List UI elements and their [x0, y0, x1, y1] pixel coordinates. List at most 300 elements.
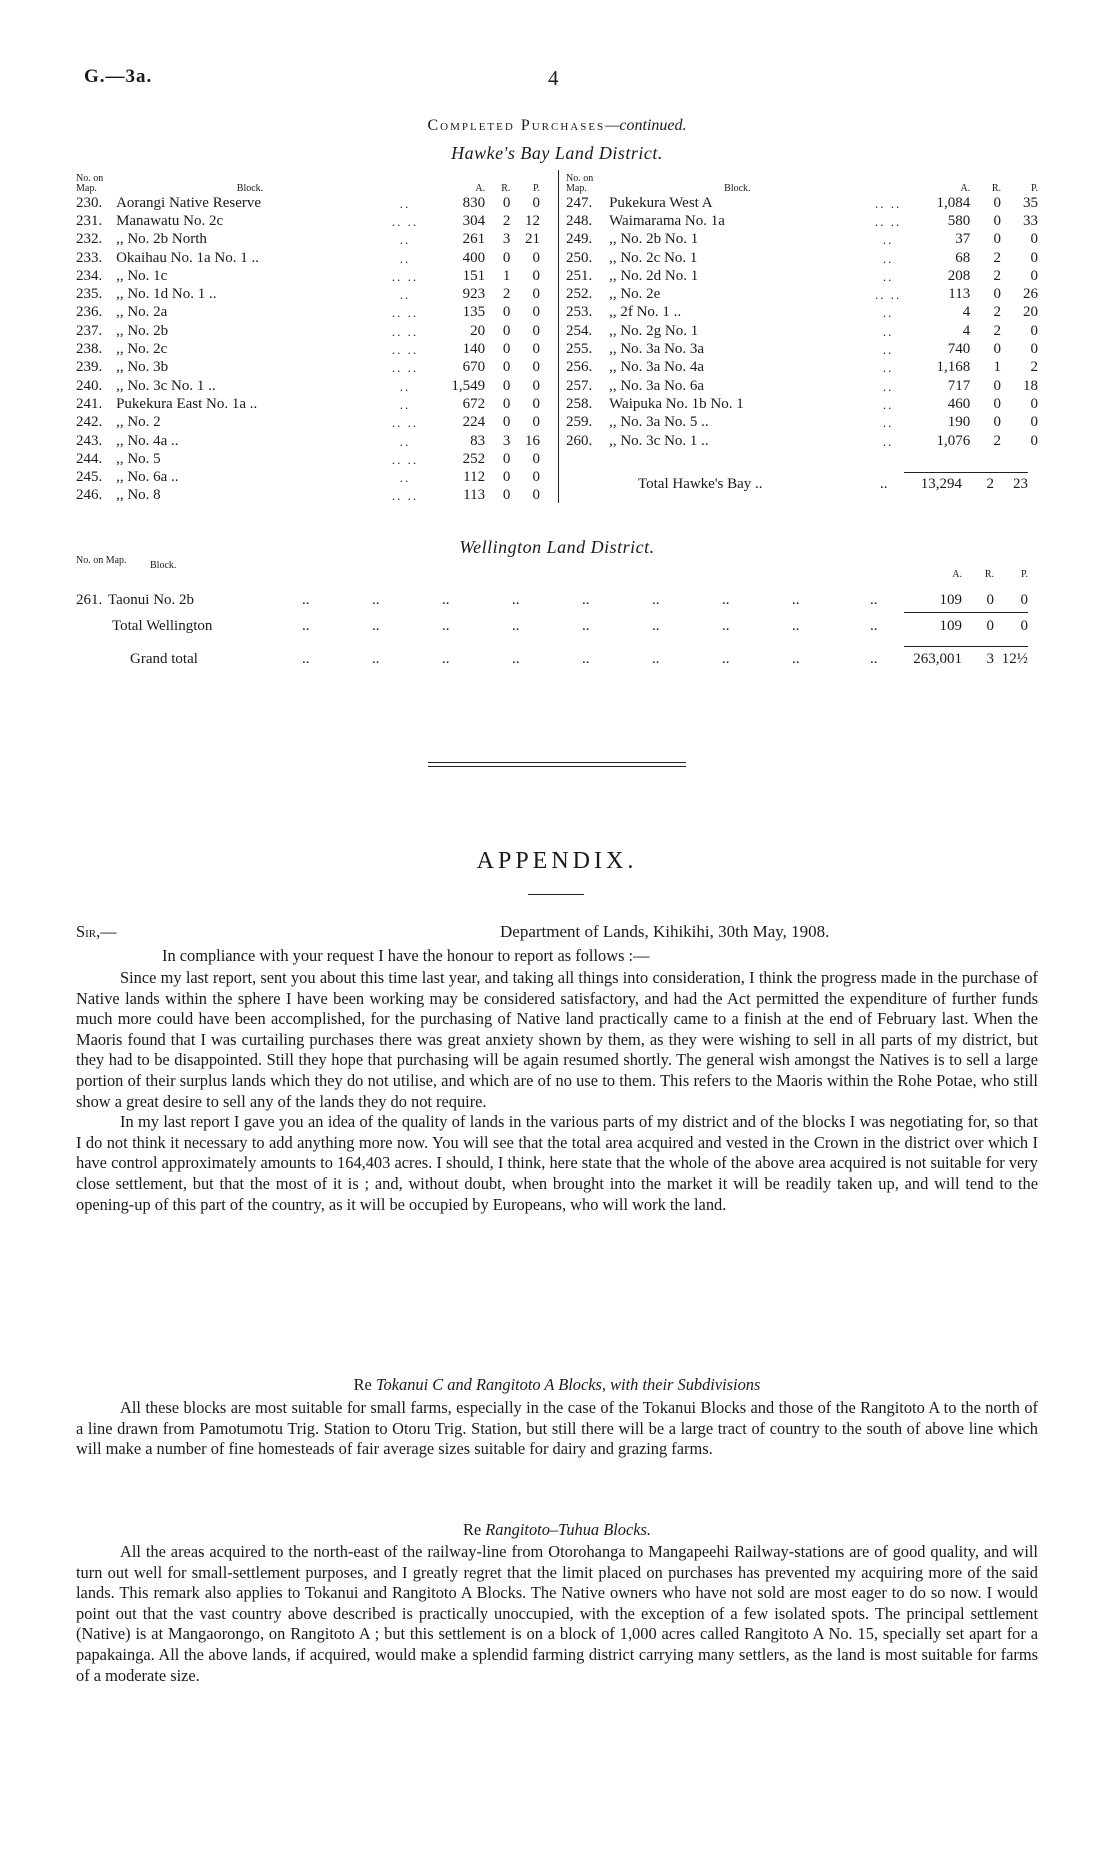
roods: 0	[993, 414, 1002, 431]
perches: 2	[1030, 359, 1038, 376]
leader-dots: ..	[399, 232, 411, 248]
leader-dots: ..	[870, 618, 878, 634]
paragraph: In my last report I gave you an idea of the quality of lands in the various parts of my district and of the blocks I was negotiating for, so that I do not think it necessary to add anything more now. You will see that the total area acquired and vested in the Crown in the district over which I have control approximately amounts to 164,403 acres. I should, I think, here state that the whole of the above area acquired is not suitable for very close settlement, but that the most of it is ; and, without doubt, when brought into the market it will be readily taken up, and will tend to the opening-up of this part of the country, as it will be occupied by Europeans, who will work the land.	[76, 1112, 1038, 1214]
roods: 0	[502, 341, 511, 358]
table-row	[76, 468, 540, 486]
perches: 35	[1023, 194, 1038, 211]
leader-dots: ..	[792, 592, 800, 608]
acres: 37	[955, 231, 971, 248]
leader-dots: ..	[882, 342, 894, 358]
roods: 0	[502, 194, 511, 211]
table-row	[76, 377, 540, 395]
perches: 0	[1020, 618, 1028, 634]
map-number: 255.	[566, 341, 593, 358]
acres: 224	[462, 414, 486, 431]
leader-dots: ..	[302, 618, 310, 634]
acres: 261	[462, 231, 486, 248]
perches: 0	[532, 267, 540, 284]
hawkes-bay-table-left	[76, 170, 540, 505]
acres: 580	[947, 212, 971, 229]
leader-dots: ..	[399, 195, 411, 211]
leader-dots: ..	[512, 592, 520, 608]
acres: 68	[955, 249, 971, 266]
roods: 2	[993, 267, 1002, 284]
leader-dots: ..	[512, 651, 520, 667]
block-name: Waimarama No. 1a	[609, 212, 725, 229]
hawkes-bay-table-right	[566, 170, 1038, 450]
table-row	[566, 322, 1038, 340]
block-name: ,, No. 2	[116, 414, 161, 431]
roods: 0	[502, 304, 511, 321]
map-number: 251.	[566, 267, 593, 284]
roods: 0	[993, 231, 1002, 248]
col-block-header: Block.	[236, 183, 264, 194]
map-number: 254.	[566, 322, 593, 339]
wellington-col-perches-header: P.	[1021, 569, 1028, 580]
table-row	[76, 322, 540, 340]
map-number: 233.	[76, 249, 103, 266]
leader-dots: .. ..	[391, 323, 419, 339]
acres: 717	[947, 377, 971, 394]
leader-dots: .. ..	[391, 488, 419, 504]
wellington-total-rule	[904, 612, 1028, 613]
col-acres-header: A.	[475, 183, 486, 194]
column-divider	[558, 170, 559, 503]
map-number: 261.	[76, 592, 103, 608]
leader-dots: .. ..	[875, 287, 902, 303]
map-number: 231.	[76, 212, 103, 229]
table-row	[76, 359, 540, 377]
leader-dots: .. ..	[391, 305, 419, 321]
table-row	[76, 304, 540, 322]
leader-dots: .. ..	[875, 213, 902, 229]
leader-dots: ..	[882, 378, 894, 394]
total-hawkes-bay-perches: 23	[1013, 476, 1028, 492]
leader-dots: ..	[582, 618, 590, 634]
map-number: 235.	[76, 286, 103, 303]
block-name: ,, No. 2e	[609, 286, 661, 303]
perches: 0	[1030, 322, 1038, 339]
acres: 923	[462, 286, 486, 303]
col-perches-header: P.	[1031, 183, 1038, 194]
leader-dots: ..	[652, 618, 660, 634]
appendix-body-2	[76, 1398, 1038, 1460]
block-name: ,, No. 1d No. 1 ..	[116, 286, 217, 303]
heading-italic: Rangitoto–Tuhua Blocks.	[485, 1520, 652, 1539]
appendix-title: APPENDIX.	[476, 848, 638, 874]
block-name: ,, No. 4a ..	[116, 432, 179, 449]
perches: 0	[1030, 414, 1038, 431]
leader-dots: ..	[792, 651, 800, 667]
roods: 1	[502, 267, 511, 284]
leader-dots: ..	[882, 250, 894, 266]
acres: 113	[948, 286, 971, 303]
leader-dots: ..	[442, 592, 450, 608]
roods: 0	[502, 249, 511, 266]
leader-dots: ..	[722, 618, 730, 634]
wellington-col-no-header: No. on Map.	[76, 555, 127, 566]
acres: 1,084	[936, 194, 971, 211]
block-name: ,, No. 6a ..	[116, 469, 179, 486]
table-row	[76, 414, 540, 432]
perches: 0	[1030, 432, 1038, 449]
roods: 0	[502, 359, 511, 376]
salutation: Sir,—	[76, 922, 117, 941]
map-number: 243.	[76, 432, 103, 449]
perches: 0	[532, 286, 540, 303]
table-row	[76, 450, 540, 468]
acres: 83	[470, 432, 486, 449]
map-number: 253.	[566, 304, 593, 321]
acres: 672	[462, 395, 486, 412]
block-name: ,, No. 3a No. 4a	[609, 359, 705, 376]
total-hawkes-bay-label: Total Hawke's Bay ..	[638, 476, 763, 492]
perches: 0	[532, 450, 540, 467]
table-row	[76, 194, 540, 212]
leader-dots: .. ..	[391, 268, 419, 284]
leader-dots: .. ..	[875, 195, 902, 211]
perches: 16	[525, 432, 540, 449]
map-number: 236.	[76, 304, 103, 321]
map-number: 244.	[76, 450, 103, 467]
block-name: Waipuka No. 1b No. 1	[609, 395, 744, 412]
perches: 20	[1023, 304, 1038, 321]
leader-dots: ..	[442, 651, 450, 667]
block-name: Aorangi Native Reserve	[116, 194, 262, 211]
table-row	[566, 377, 1038, 395]
leader-dots: .. ..	[391, 213, 419, 229]
roods: 2	[993, 322, 1002, 339]
map-number: 241.	[76, 395, 103, 412]
leader-dots: ..	[399, 396, 411, 412]
perches: 21	[525, 231, 540, 248]
roods: 2	[993, 249, 1002, 266]
leader-dots: ..	[882, 268, 894, 284]
table-row	[76, 212, 540, 230]
map-number: 240.	[76, 377, 103, 394]
section-title-suffix: —continued.	[605, 117, 687, 134]
hawkes-bay-district-heading: Hawke's Bay Land District.	[451, 143, 663, 163]
roods: 0	[986, 592, 994, 608]
table-row	[566, 267, 1038, 285]
leader-dots: ..	[399, 250, 411, 266]
perches: 0	[532, 322, 540, 339]
separator-rule-bottom	[428, 766, 686, 767]
block-name: ,, No. 5	[116, 450, 161, 467]
table-row	[566, 194, 1038, 212]
roods: 0	[993, 194, 1002, 211]
map-number: 238.	[76, 341, 103, 358]
leader-dots: ..	[882, 305, 894, 321]
acres: 4	[962, 304, 971, 321]
block-name: Pukekura West A	[609, 194, 713, 211]
perches: 0	[532, 395, 540, 412]
acres: 252	[462, 450, 486, 467]
acres: 4	[962, 322, 971, 339]
leader-dots: .. ..	[391, 451, 419, 467]
row-label: Grand total	[130, 651, 198, 667]
roods: 0	[502, 395, 511, 412]
perches: 0	[1020, 592, 1028, 608]
paragraph: Since my last report, sent you about this time last year, and taking all things into consideration, I think the progress made in the purchase of Native lands within the sphere I have been working may be considered satisfactory, and had the Act permitted the expenditure of further funds much more could have been accomplished, for the purchasing of Native land practically came to a finish at the end of February last. When the Maoris found that I was curtailing purchases there was great anxiety shown by them, as they were wishing to sell in all parts of my district, but they had to be disappointed. Still they hope that purchasing will be again resumed shortly. The general wish amongst the Natives is to sell a large portion of their surplus lands which they do not utilise, and which are of no use to them. This refers to the Maoris within the Rohe Potae, who still show a great desire to sell any of the lands they do not require.	[76, 968, 1038, 1111]
roods: 0	[993, 286, 1002, 303]
acres: 740	[947, 341, 971, 358]
leader-dots: ..	[652, 651, 660, 667]
perches: 0	[1030, 395, 1038, 412]
block-name: ,, No. 2c No. 1	[609, 249, 698, 266]
grand-total-rule	[904, 646, 1028, 647]
table-header-row	[566, 170, 1038, 194]
map-number: 260.	[566, 432, 593, 449]
map-number: 248.	[566, 212, 593, 229]
roods: 2	[502, 286, 511, 303]
roods: 3	[986, 651, 994, 667]
table-row	[566, 340, 1038, 358]
map-number: 242.	[76, 414, 103, 431]
block-name: ,, No. 2g No. 1	[609, 322, 699, 339]
total-hawkes-bay-roods: 2	[986, 476, 994, 492]
block-name: ,, No. 8	[116, 487, 161, 504]
table-row	[76, 395, 540, 413]
wellington-col-acres-header: A.	[952, 569, 962, 580]
wellington-district-heading: Wellington Land District.	[459, 537, 655, 557]
perches: 12½	[1001, 651, 1028, 667]
acres: 113	[463, 487, 486, 504]
block-name: Manawatu No. 2c	[116, 212, 224, 229]
roods: 2	[993, 432, 1002, 449]
rangitoto-tuhua-section-heading	[0, 1520, 1114, 1540]
map-number: 247.	[566, 194, 593, 211]
leader-dots: ..	[882, 232, 894, 248]
leader-dots: ..	[722, 651, 730, 667]
wellington-col-block-header: Block.	[150, 560, 177, 571]
perches: 0	[532, 469, 540, 486]
block-name: ,, No. 2d No. 1	[609, 267, 699, 284]
acres: 304	[462, 212, 486, 229]
leader-dots: ..	[582, 592, 590, 608]
roods: 0	[502, 377, 511, 394]
perches: 0	[1030, 249, 1038, 266]
acres: 190	[947, 414, 971, 431]
map-number: 258.	[566, 395, 593, 412]
tokanui-section-heading	[0, 1375, 1114, 1395]
map-number: 234.	[76, 267, 103, 284]
table-row	[566, 285, 1038, 303]
block-name: ,, No. 2b	[116, 322, 169, 339]
leader-dots: ..	[399, 433, 411, 449]
leader-dots: ..	[372, 618, 380, 634]
roods: 0	[502, 450, 511, 467]
perches: 0	[532, 359, 540, 376]
heading-prefix: Re	[353, 1375, 376, 1394]
map-number: 252.	[566, 286, 593, 303]
map-number: 245.	[76, 469, 103, 486]
perches: 33	[1023, 212, 1038, 229]
roods: 0	[993, 395, 1002, 412]
page-number: 4	[548, 66, 559, 90]
roods: 3	[502, 432, 511, 449]
col-no-header: No. on Map.	[566, 173, 594, 194]
perches: 0	[532, 341, 540, 358]
acres: 263,001	[913, 651, 962, 667]
roods: 0	[502, 487, 511, 504]
roods: 1	[993, 359, 1002, 376]
leader-dots: .. ..	[391, 342, 419, 358]
map-number: 250.	[566, 249, 593, 266]
leader-dots: ..	[302, 651, 310, 667]
leader-dots: ..	[792, 618, 800, 634]
leader-dots: ..	[882, 323, 894, 339]
leader-dots: ..	[582, 651, 590, 667]
table-row	[76, 267, 540, 285]
document-code: G.—3a.	[84, 66, 153, 87]
acres: 140	[462, 341, 486, 358]
leader-dots: ..	[882, 360, 894, 376]
leader-dots: ..	[882, 396, 894, 412]
table-row	[76, 285, 540, 303]
separator-rule-top	[428, 762, 686, 763]
roods: 0	[993, 377, 1002, 394]
table-row	[566, 249, 1038, 267]
acres: 670	[462, 359, 486, 376]
roods: 0	[986, 618, 994, 634]
acres: 830	[462, 194, 486, 211]
leader-dots: ..	[399, 287, 411, 303]
table-row	[566, 212, 1038, 230]
perches: 0	[532, 487, 540, 504]
col-acres-header: A.	[960, 183, 971, 194]
roods: 0	[502, 322, 511, 339]
roods: 0	[502, 414, 511, 431]
acres: 151	[462, 267, 486, 284]
intro-line: In compliance with your request I have the honour to report as follows :—	[162, 946, 650, 965]
paragraph: All the areas acquired to the north-east of the railway-line from Otorohanga to Mangapeehi Railway-stations are of good quality, and will turn out well for small-settlement purposes, and I greatly regret that the limit placed on purchases has prevented my acquiring more of the said lands. This remark also applies to Tokanui and Rangitoto A Blocks. The Native owners who have not sold are most eager to do so now. I would point out that the vast country above described is practically unoccupied, with the exception of a few isolated spots. The principal settlement (Native) is at Mangaorongo, on Rangitoto A ; but this settlement is on a block of 1,000 acres called Rangitoto A No. 15, specially set apart for a papakainga. All the above lands, if acquired, would make a splendid farming district carrying many settlers, as the land is most suitable for farms of a moderate size.	[76, 1542, 1038, 1685]
acres: 1,549	[451, 377, 486, 394]
appendix-title-rule	[528, 894, 584, 895]
leader-dots: .. ..	[391, 415, 419, 431]
table-row	[566, 395, 1038, 413]
appendix-body-3	[76, 1542, 1038, 1686]
table-row	[566, 432, 1038, 450]
leader-dots: .. ..	[391, 360, 419, 376]
perches: 0	[1030, 231, 1038, 248]
table-row	[566, 359, 1038, 377]
col-no-header: No. on Map.	[76, 173, 104, 194]
block-name: ,, No. 2c	[116, 341, 168, 358]
block-name: ,, No. 3a No. 3a	[609, 341, 705, 358]
total-hawkes-bay-dots: ..	[880, 476, 888, 492]
block-name: ,, No. 2b North	[116, 231, 207, 248]
perches: 0	[1030, 341, 1038, 358]
table-row	[566, 304, 1038, 322]
block-name: ,, No. 3a No. 5 ..	[609, 414, 709, 431]
perches: 12	[525, 212, 540, 229]
block-name: ,, No. 3b	[116, 359, 169, 376]
section-title	[0, 117, 1114, 135]
row-label: Taonui No. 2b	[108, 592, 195, 608]
acres: 400	[462, 249, 486, 266]
heading-prefix: Re	[462, 1520, 486, 1539]
perches: 0	[532, 249, 540, 266]
leader-dots: ..	[442, 618, 450, 634]
col-roods-header: R.	[991, 183, 1002, 194]
roods: 3	[502, 231, 511, 248]
perches: 0	[1030, 267, 1038, 284]
leader-dots: ..	[512, 618, 520, 634]
roods: 2	[993, 304, 1002, 321]
leader-dots: ..	[372, 592, 380, 608]
leader-dots: ..	[399, 378, 411, 394]
section-title-main: Completed Purchases	[427, 117, 606, 134]
acres: 109	[939, 592, 962, 608]
leader-dots: ..	[372, 651, 380, 667]
leader-dots: ..	[882, 415, 894, 431]
map-number: 232.	[76, 231, 103, 248]
leader-dots: ..	[870, 651, 878, 667]
perches: 18	[1023, 377, 1038, 394]
acres: 112	[463, 469, 486, 486]
map-number: 256.	[566, 359, 593, 376]
perches: 0	[532, 377, 540, 394]
total-rule	[904, 472, 1028, 473]
acres: 460	[947, 395, 971, 412]
block-name: ,, No. 3c No. 1 ..	[609, 432, 709, 449]
dateline: Department of Lands, Kihikihi, 30th May, 1908.	[500, 922, 830, 941]
leader-dots: ..	[882, 433, 894, 449]
block-name: ,, No. 3a No. 6a	[609, 377, 705, 394]
table-row	[566, 231, 1038, 249]
appendix-body-1	[76, 968, 1038, 1215]
table-row	[76, 487, 540, 505]
wellington-col-roods-header: R.	[984, 569, 994, 580]
table-row	[566, 414, 1038, 432]
col-roods-header: R.	[501, 183, 511, 194]
block-name: ,, No. 1c	[116, 267, 168, 284]
map-number: 257.	[566, 377, 593, 394]
leader-dots: ..	[722, 592, 730, 608]
map-number: 249.	[566, 231, 593, 248]
perches: 0	[532, 194, 540, 211]
block-name: Okaihau No. 1a No. 1 ..	[116, 249, 259, 266]
leader-dots: ..	[302, 592, 310, 608]
block-name: ,, No. 2a	[116, 304, 168, 321]
col-perches-header: P.	[533, 183, 540, 194]
acres: 135	[462, 304, 486, 321]
acres: 208	[947, 267, 971, 284]
leader-dots: ..	[870, 592, 878, 608]
map-number: 230.	[76, 194, 103, 211]
table-row	[76, 340, 540, 358]
map-number: 237.	[76, 322, 103, 339]
block-name: ,, No. 3c No. 1 ..	[116, 377, 216, 394]
table-row	[76, 249, 540, 267]
leader-dots: ..	[399, 470, 411, 486]
total-hawkes-bay-acres: 13,294	[920, 476, 962, 492]
map-number: 259.	[566, 414, 593, 431]
perches: 26	[1023, 286, 1038, 303]
roods: 0	[993, 212, 1002, 229]
acres: 1,168	[936, 359, 971, 376]
paragraph: All these blocks are most suitable for small farms, especially in the case of the Tokanui Blocks and those of the Rangitoto A to the north of a line drawn from Pamotumotu Trig. Station to Otoru Trig. Station, but still there will be a large tract of country to the south of above line which will make a number of fine homesteads of fair average sizes suitable for dairy and grazing farms.	[76, 1398, 1038, 1459]
roods: 2	[502, 212, 511, 229]
acres: 1,076	[936, 432, 971, 449]
block-name: ,, 2f No. 1 ..	[609, 304, 682, 321]
roods: 0	[993, 341, 1002, 358]
perches: 0	[532, 304, 540, 321]
acres: 109	[939, 618, 962, 634]
col-block-header: Block.	[724, 183, 751, 194]
row-label: Total Wellington	[112, 618, 213, 634]
